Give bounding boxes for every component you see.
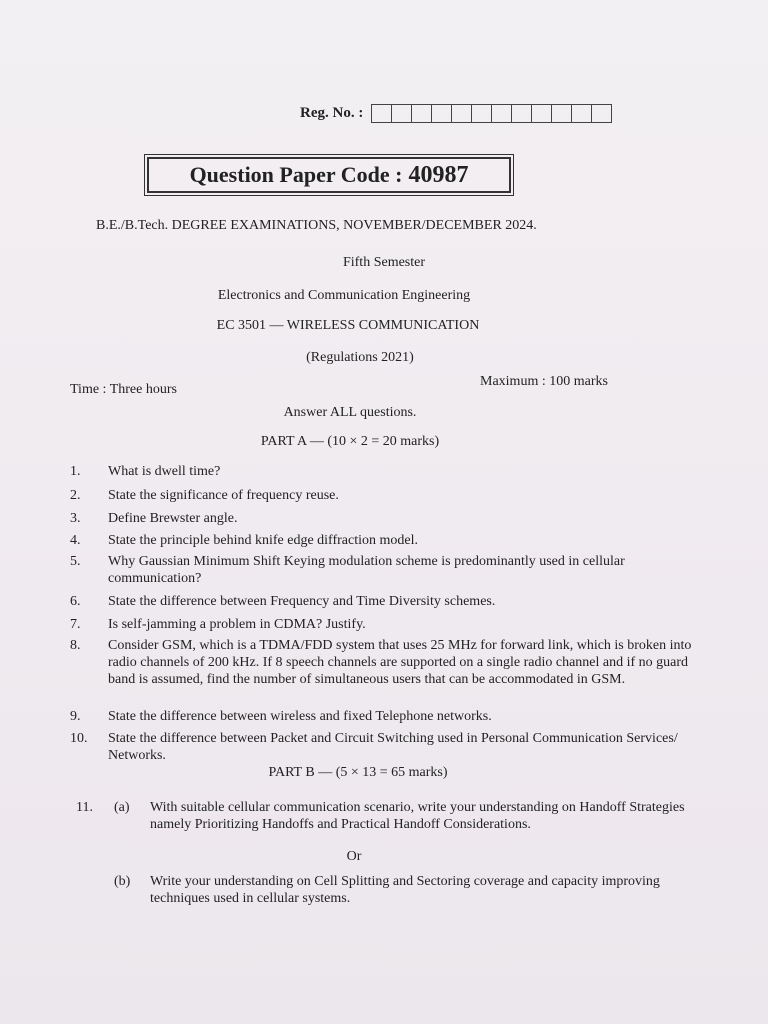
semester: Fifth Semester: [342, 255, 426, 270]
instruction: Answer ALL questions.: [283, 405, 417, 420]
exam-title: B.E./B.Tech. DEGREE EXAMINATIONS, NOVEMBER/DECEMBER 2024.: [96, 218, 537, 233]
or-separator: Or: [346, 849, 362, 864]
reg-no-boxes: [371, 104, 612, 123]
reg-no-field: [300, 104, 612, 123]
reg-no-label: Reg. No. :: [300, 105, 364, 121]
maximum-marks: Maximum : 100 marks: [480, 374, 608, 389]
time-allowed: Time : Three hours: [70, 382, 177, 397]
exam-paper: Reg. No. : Question Paper Code : 40987 B.E./B.Tech. DEGREE EXAMINATIONS, NOVEMBER/DECEMBER 2024. Fifth Semester Electronics and Communication Engineering EC 3501 — WIRELESS COMMUNICATION (Regulations 2021) Time : Three hours Maximum : 100 marks Answer ALL questions. PART A — (10 × 2 = 20 marks) 1. What is dwell time? 2. State the significance of frequency reuse. 3. Define Brewster angle. 4. State the principle behind knife edge diffraction model. 5. Why Gaussian Minimum Shift Keying modulation scheme is predominantly used in cellular communication? 6. State the difference between Frequency and Time Diversity schemes. 7. Is self-jamming a problem in CDMA? Justify. 8. Consider GSM, which is a TDMA/FDD system that uses 25 MHz for forward link, which is broken into radio channels of 200 kHz. If 8 speech channels are supported on a single radio channel and if no guard band is assumed, find the number of simultaneous users that can be accommodated in GSM. 9. State the difference between wireless and fixed Telephone networks. 10. State the difference between Packet and Circuit Switching used in Personal Communication Services/ Networks. PART B — (5 × 13 = 65 marks) 11. (a) With suitable cellular communication scenario, write your understanding on Handoff Strategies namely Prioritizing Handoffs and Practical Handoff Considerations. Or (b) Write your understanding on Cell Splitting and Sectoring coverage and capacity improving techniques used in cellular systems.: [0, 0, 768, 1024]
part-b-title: PART B — (5 × 13 = 65 marks): [268, 765, 448, 780]
course-title: EC 3501 — WIRELESS COMMUNICATION: [216, 318, 480, 333]
part-a-title: PART A — (10 × 2 = 20 marks): [260, 434, 440, 449]
qpc-label: Question Paper Code :: [189, 162, 403, 187]
question-paper-code-box: [147, 157, 511, 193]
qpc-number: 40987: [408, 161, 469, 188]
regulations: (Regulations 2021): [306, 350, 414, 365]
department: Electronics and Communication Engineering: [217, 288, 471, 303]
